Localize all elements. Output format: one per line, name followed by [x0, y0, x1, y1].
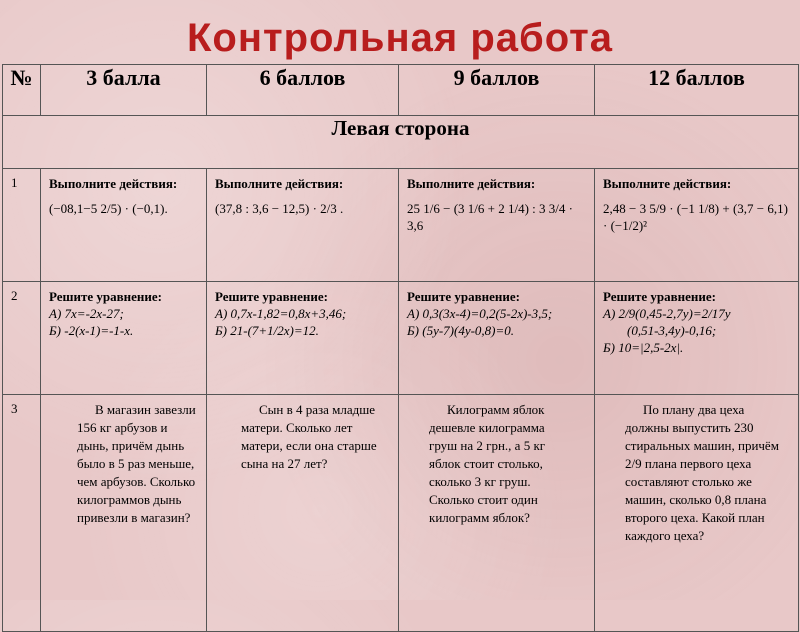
test-table — [2, 64, 799, 632]
task-cell — [595, 395, 799, 632]
table-row — [3, 395, 799, 632]
word-problem: По плану два цеха должны выпустить 230 стиральных машин, причём 2/9 плана первого цеха составляют столько же машин, сколько 0,8 плана второго цеха. Какой план каждого цеха? — [625, 402, 779, 543]
task-expression: 25 1/6 − (3 1/6 + 2 1/4) : 3 3/4 · 3,6 — [407, 201, 573, 233]
word-problem: Сын в 4 раза младше матери. Сколько лет матери, если она старше сына на 27 лет? — [241, 402, 377, 471]
task-cell — [399, 282, 595, 395]
task-expression: (37,8 : 3,6 − 12,5) · 2/3 . — [215, 201, 344, 216]
header-3-points: 3 балла — [41, 65, 207, 116]
task-cell — [595, 169, 799, 282]
row-number: 1 — [3, 169, 41, 282]
equation-a: А) 0,3(3х-4)=0,2(5-2х)-3,5; — [407, 306, 553, 321]
task-cell — [41, 169, 207, 282]
word-problem: В магазин завезли 156 кг арбузов и дынь, причём дынь было в 5 раз меньше, чем арбузов. Сколько килограммов дынь привезли в магазин? — [77, 402, 196, 525]
task-cell — [41, 395, 207, 632]
section-title: Левая сторона — [3, 116, 799, 169]
task-cell — [207, 169, 399, 282]
page-title: Контрольная работа — [187, 16, 613, 60]
equation-a: А) 2/9(0,45-2,7у)=2/17у — [603, 306, 731, 321]
task-label: Решите уравнение: — [49, 289, 163, 304]
equation-a-continued: (0,51-3,4у)-0,16; — [627, 323, 717, 338]
equation-b: Б) (5у-7)(4у-0,8)=0. — [407, 323, 515, 338]
word-problem: Килограмм яблок дешевле килограмма груш на 2 грн., а 5 кг яблок стоит столько, сколько 3 кг груш. Сколько стоит один килограмм яблок? — [429, 402, 546, 525]
task-label: Выполните действия: — [49, 176, 178, 191]
task-cell — [41, 282, 207, 395]
task-cell — [399, 395, 595, 632]
table-row — [3, 169, 799, 282]
equation-b: Б) 21-(7+1/2х)=12. — [215, 323, 319, 338]
equation-b: Б) -2(х-1)=-1-х. — [49, 323, 134, 338]
task-cell — [595, 282, 799, 395]
task-cell — [207, 395, 399, 632]
row-number: 3 — [3, 395, 41, 632]
header-9-points: 9 баллов — [399, 65, 595, 116]
table-row — [3, 282, 799, 395]
task-expression: (−08,1−5 2/5) · (−0,1). — [49, 201, 168, 216]
header-row — [3, 65, 799, 116]
task-label: Выполните действия: — [215, 176, 344, 191]
row-number: 2 — [3, 282, 41, 395]
task-expression: 2,48 − 3 5/9 · (−1 1/8) + (3,7 − 6,1) · (−1/2)² — [603, 201, 788, 233]
task-label: Решите уравнение: — [215, 289, 329, 304]
task-label: Решите уравнение: — [407, 289, 521, 304]
section-row — [3, 116, 799, 169]
task-cell — [399, 169, 595, 282]
header-6-points: 6 баллов — [207, 65, 399, 116]
header-number: № — [3, 65, 41, 116]
equation-b: Б) 10=|2,5-2х|. — [603, 340, 684, 355]
header-12-points: 12 баллов — [595, 65, 799, 116]
task-cell — [207, 282, 399, 395]
equation-a: А) 0,7х-1,82=0,8х+3,46; — [215, 306, 347, 321]
task-label: Выполните действия: — [603, 176, 732, 191]
task-label: Выполните действия: — [407, 176, 536, 191]
equation-a: А) 7х=-2х-27; — [49, 306, 124, 321]
task-label: Решите уравнение: — [603, 289, 717, 304]
